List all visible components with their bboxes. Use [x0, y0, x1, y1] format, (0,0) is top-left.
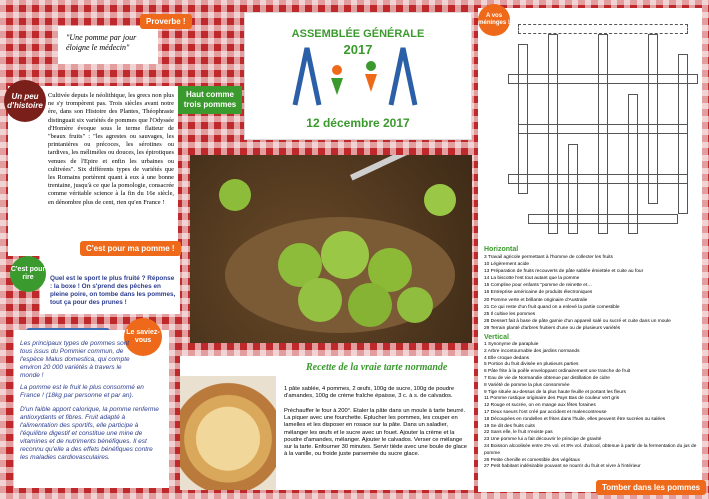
clue-v: 1 Synonyme de parapluie [484, 342, 539, 347]
clue-h: 15 Compline pour enfants "pomme de reinette et… [484, 283, 593, 289]
event-year: 2017 [343, 42, 373, 57]
clue-v: 12 Rouge et sucrée, on en mange aux fêtes foraines [484, 403, 596, 409]
crossword-badge [478, 4, 510, 36]
savez-badge-label: Le saviez-vous [126, 329, 160, 344]
crossword-horizontal-list [484, 254, 698, 332]
rire-tag: C'est pour ma pomme ! [80, 241, 181, 256]
clue-v: 4 Elle croque dedans [484, 355, 530, 361]
clue-v: 27 Petit habitant indésirable pouvant se nourrir du fruit et vivre à l'intérieur [484, 464, 641, 470]
apples-photo [190, 155, 472, 343]
event-logo [285, 40, 425, 110]
crossword-vertical-title: Vertical [484, 334, 509, 341]
clue-v: 11 Pomme rustique originaire des Pays Bas de couleur vert gris [484, 396, 620, 402]
histoire-text: Cultivée depuis le néolithique, les grecs non plus ne s'y trompèrent pas. Trois siècles avant notre ère, dans son Histoire des Plantes, Théophraste distinguait six variétés de pommes que l'Odyssée d'Homère évoque sous le terme flatteur de "beaux fruits" : "les agrestes ou sauvages, les printanières ou précoces, les sérotines ou tardives, les mélimèles ou douces, les épirotiques venues de l'Epire et enfin les urbaines ou cultivées". Six différents types de variétés que les Romains portèrent quant à eux à une bonne trentaine, jusqu'à ce que la pomologie, consacrée comme véritable science à la fin du 16e siècle, en dénombre plus de cent, rien qu'en France ! [48, 92, 175, 206]
apples-illustration [190, 155, 472, 343]
rire-badge-label: C'est pour rire [10, 266, 46, 281]
histoire-badge [4, 80, 46, 122]
proverbe-tag: Proverbe ! [140, 14, 192, 29]
clue-v: 24 Boisson alcoolisée entre 2% vol. et 8% vol. d'alcool, obtenue à partir de la fermentation du jus de pomme [484, 443, 697, 456]
clue-v: 23 Une pomme lui a fait découvrir le principe de gravité [484, 437, 602, 443]
rire-badge [10, 256, 46, 292]
proverbe-quote: "Une pomme par jour éloigne le médecin" [66, 33, 137, 52]
savez-p3: D'un faible apport calorique, la pomme renferme antioxydants et fibres. Fruit adapté à l'alimentation des sportifs, elle participe à l'équilibre digestif et constitue une mine de vitamines et de nutriments bénéfiques. Il est reconnu qu'elle a des effets bénéfiques contre les maladies cardiovasculaires. [20, 406, 159, 461]
rire-text: Quel est le sport le plus fruité ? Réponse : la boxe ! On s'prend des pêches en pleine poire, on tombe dans les pommes, tout ça pour des prunes ! [50, 275, 176, 306]
haut-label: Haut comme trois pommes [178, 86, 242, 114]
savez-p2: La pomme est le fruit le plus consommé en France ! (18kg par personne et par an). [20, 384, 144, 399]
crossword-grid [508, 14, 698, 238]
crossword-vertical-list [484, 342, 698, 471]
clue-v: 22 Sans elle, le fruit n'existe pas [484, 430, 553, 436]
clue-h: 3 Travail agricole permettant à l'homme de collecter les fruits [484, 255, 613, 260]
event-title: ASSEMBLÉE GÉNÉRALE [291, 28, 425, 40]
crossword-horizontal-title: Horizontal [484, 246, 519, 253]
clue-v: 8 Variété de pomme la plus consommée [484, 382, 570, 388]
clue-v: 19 Se dit des fruits cuits [484, 423, 535, 429]
clue-v: 6 Pâte frite à la poêle enveloppant ordinairement une tranche de fruit [484, 369, 631, 375]
clue-h: 25 Il cultive les pommes [484, 311, 536, 317]
recette-title: Recette de la vraie tarte normande [306, 362, 448, 373]
crossword-badge-label: A vos méninges ! [478, 13, 510, 26]
savez-p1: Les principaux types de pommes sont tous issus du Pommier commun, de l'espèce Malus domestica, qui compte environ 20 000 variétés à travers le monde ! [20, 340, 130, 379]
recette-ingredients: 1 pâte sablée, 4 pommes, 2 œufs, 100g de sucre, 100g de poudre d'amandes, 100g de crème fraîche épaisse, 3 c. à s. de calvados. [284, 386, 455, 400]
clue-h: 29 Terrain planté d'arbres fruitiers d'une ou de plusieurs variétés [484, 325, 621, 331]
event-date: 12 décembre 2017 [306, 116, 410, 130]
clue-h: 20 Pomme verte et brillante originaire d'Australie [484, 297, 588, 303]
clue-v: 5 Portion du fruit divisée en plusieurs parties [484, 362, 579, 368]
clue-h: 14 La biscotte l'est tout autant que la pomme [484, 276, 580, 282]
crossword-tag: Tomber dans les pommes [596, 480, 706, 495]
clue-v: 2 Arbre incontournable des jardins normands [484, 348, 580, 354]
clue-h: 16 Entreprise américaine de produits électroniques [484, 290, 593, 296]
clue-h: 21 Ce qui reste d'un fruit quand on a enlevé la partie comestible [484, 304, 620, 310]
clue-v: 7 Eau de vie de Normandie obtenue par distillation de cidre [484, 375, 610, 381]
tarte-photo [180, 376, 276, 490]
recette-steps: Préchauffer le four à 200°. Etaler la pâte dans un moule à tarte beurré. La piquer avec une fourchette. Eplucher les pommes, les couper en lamelles et les disposer en rosace sur la pâte. Dans un saladier, mélanger les œufs et le sucre avec un fouet. Ajouter la crème et la poudre d'amandes, mélanger. Ajouter le calvados. Verser ce mélange sur la tarte. Enfourner 30 minutes. Servir tiède avec une boule de glace à la vanille, ou froide juste parsemée du sucre glace. [284, 408, 468, 458]
clue-h: 28 Dessert fait à base de pâte garnie d'un appareil salé ou sucré et cuite dans un moule [484, 318, 671, 324]
clue-h: 13 Préparation de fruits recouverts de pâte sablée émiettée et cuite au four [484, 269, 644, 275]
clue-v: 18 Découpées en rondelles et frites dans l'huile, elles peuvent être sucrées ou salées [484, 416, 666, 422]
clue-h: 10 Légèrement acide [484, 262, 530, 268]
clue-v: 26 Petite chenille et comestible des végétaux [484, 457, 580, 463]
clue-v: 9 Tige située au-dessus de la plus haute feuille et portant les fleurs [484, 389, 626, 395]
histoire-badge-label: Un peu d'histoire [7, 92, 43, 110]
clue-v: 17 Deux soeurs l'ont créé par accident et malencontreuse [484, 409, 607, 415]
